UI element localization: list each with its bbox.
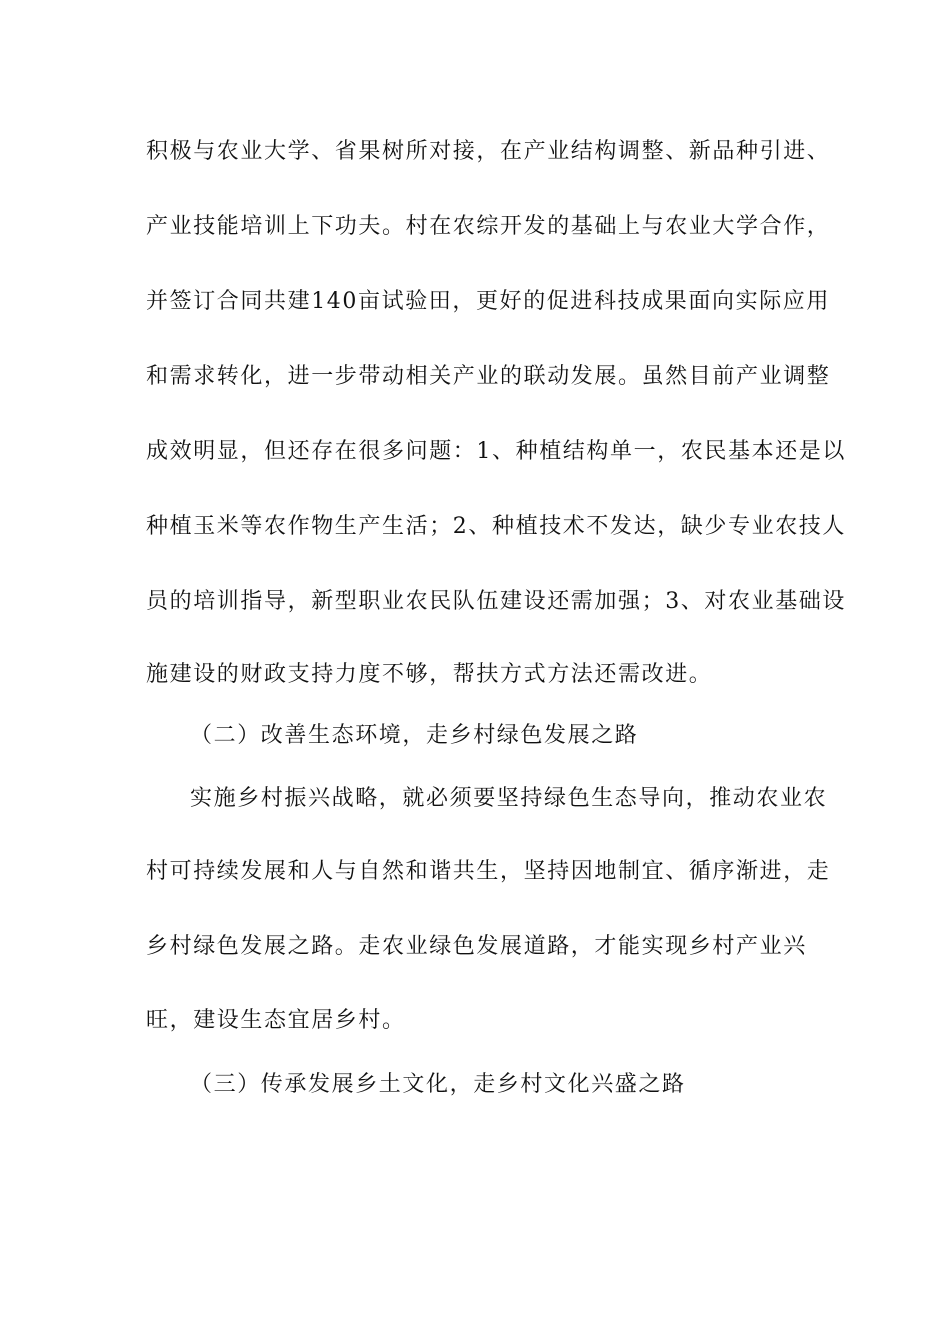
- paragraph-1-line-5: 成效明显，但还存在很多问题：1、种植结构单一，农民基本还是以: [146, 439, 846, 464]
- paragraph-2-line-3: 乡村绿色发展之路。走农业绿色发展道路，才能实现乡村产业兴: [146, 934, 807, 959]
- paragraph-2-line-2: 村可持续发展和人与自然和谐共生，坚持因地制宜、循序渐进，走: [146, 859, 831, 884]
- paragraph-1-line-2: 产业技能培训上下功夫。村在农综开发的基础上与农业大学合作，: [146, 214, 831, 239]
- paragraph-1-line-3: 并签订合同共建140亩试验田，更好的促进科技成果面向实际应用: [146, 289, 830, 314]
- paragraph-1-line-7: 员的培训指导，新型职业农民队伍建设还需加强；3、对农业基础设: [146, 589, 846, 614]
- paragraph-1-line-6: 种植玉米等农作物生产生活；2、种植技术不发达，缺少专业农技人: [146, 514, 846, 539]
- section-heading-2: （二）改善生态环境，走乡村绿色发展之路: [190, 723, 639, 748]
- paragraph-1-line-8: 施建设的财政支持力度不够，帮扶方式方法还需改进。: [146, 662, 713, 687]
- paragraph-2-line-4: 旺，建设生态宜居乡村。: [146, 1008, 406, 1033]
- section-heading-3: （三）传承发展乡土文化，走乡村文化兴盛之路: [190, 1072, 686, 1097]
- paragraph-2-line-1: 实施乡村振兴战略，就必须要坚持绿色生态导向，推动农业农: [190, 786, 828, 811]
- paragraph-1-line-1: 积极与农业大学、省果树所对接，在产业结构调整、新品种引进、: [146, 139, 831, 164]
- paragraph-1-line-4: 和需求转化，进一步带动相关产业的联动发展。虽然目前产业调整: [146, 364, 831, 389]
